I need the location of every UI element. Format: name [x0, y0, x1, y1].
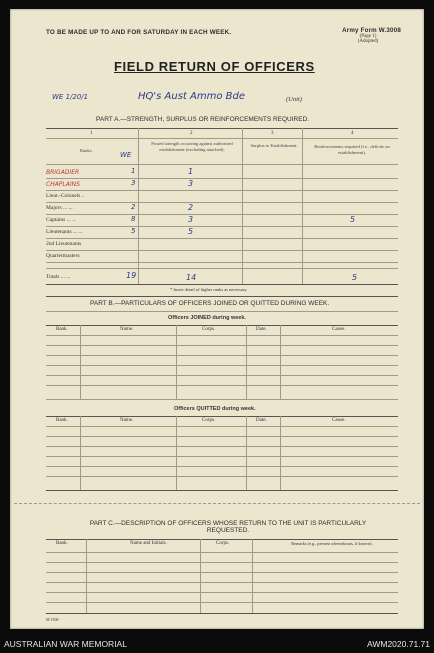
part-c-col-name: Name and Initials.: [130, 541, 167, 546]
row-line: [46, 582, 398, 583]
column-line: [280, 416, 281, 490]
we-cell: 1: [131, 167, 136, 175]
column-line: [80, 416, 81, 490]
divider: [46, 164, 398, 165]
quitted-col-rank: Rank.: [56, 418, 68, 423]
row-line: [46, 262, 398, 263]
rank-cell: Lieutenants ... ...: [46, 229, 83, 235]
row-line: [46, 355, 398, 356]
joined-col-date: Date.: [256, 327, 267, 332]
divider: [46, 416, 398, 417]
handwritten-unit: HQ's Aust Ammo Bde: [138, 91, 245, 102]
col-header-reinforcements: Reinforcements required (i.e., deficits on establishment).: [314, 144, 390, 155]
row-line: [46, 562, 398, 563]
divider: [46, 490, 398, 491]
row-line: [46, 552, 398, 553]
divider: [46, 296, 398, 297]
form-paper: [10, 9, 424, 629]
tear-line: [14, 503, 420, 504]
posted-cell: 2: [188, 203, 194, 212]
print-code: M 1500: [46, 617, 59, 622]
row-line: [46, 385, 398, 386]
row-line: [46, 335, 398, 336]
col-number-3: 3: [271, 131, 274, 136]
col-header-surplus: Surplus to Establishment.: [250, 143, 298, 148]
quitted-col-name: Name.: [120, 418, 134, 423]
row-line: [46, 436, 398, 437]
part-c-title-line2: REQUESTED.: [206, 527, 250, 534]
quitted-col-cause: Cause.: [332, 418, 346, 423]
row-line: [46, 226, 398, 227]
row-line: [46, 365, 398, 366]
rank-cell: Majors ... ...: [46, 205, 73, 211]
column-line: [80, 325, 81, 399]
col-number-1: 1: [90, 131, 93, 136]
handwritten-date: WE 1/20/1: [52, 93, 89, 101]
divider: [46, 613, 398, 614]
column-line: [138, 128, 139, 284]
part-b-title: PART B.—PARTICULARS OF OFFICERS JOINED OR QUITTED DURING WEEK.: [90, 300, 330, 307]
posted-cell: 3: [188, 179, 194, 188]
column-line: [280, 325, 281, 399]
row-line: [46, 476, 398, 477]
instruction-text: TO BE MADE UP TO AND FOR SATURDAY IN EACH WEEK.: [46, 29, 232, 36]
totals-reinforcements: 5: [352, 273, 358, 282]
row-line: [46, 345, 398, 346]
row-line: [46, 399, 398, 400]
footnote: * Insert detail of higher ranks as necessary.: [170, 287, 248, 292]
reinforcements-cell: 5: [350, 215, 356, 224]
row-line: [46, 214, 398, 215]
form-number-block: [335, 27, 401, 44]
posted-cell: 1: [188, 167, 194, 176]
row-line: [46, 456, 398, 457]
divider: [46, 311, 398, 312]
form-number: Army Form W.3008: [342, 27, 401, 34]
col-number-2: 2: [190, 131, 193, 136]
row-line: [46, 602, 398, 603]
rank-cell: Captains ... ...: [46, 217, 77, 223]
quitted-label: Officers QUITTED during week.: [174, 406, 256, 412]
adopted-label: (Adopted): [357, 39, 379, 44]
col-number-4: 4: [351, 131, 354, 136]
part-c-title: [68, 520, 388, 534]
row-line: [46, 592, 398, 593]
row-line: [46, 426, 398, 427]
we-cell: 8: [131, 215, 136, 223]
rank-cell: BRIGADIER: [46, 169, 80, 176]
row-line: [46, 572, 398, 573]
row-line: [46, 238, 398, 239]
totals-label: Totals ... ...: [46, 274, 71, 280]
col-header-posted: Posted strength occurring against authorised establishment (excluding attached).: [151, 141, 233, 152]
footer-accession-number: AWM2020.71.71: [367, 639, 430, 649]
row-line: [46, 466, 398, 467]
rank-cell: Quartermasters: [46, 253, 80, 259]
joined-col-cause: Cause.: [332, 327, 346, 332]
row-line: [46, 446, 398, 447]
joined-col-corps: Corps.: [202, 327, 216, 332]
joined-label: Officers JOINED during week.: [168, 315, 246, 321]
row-line: [46, 250, 398, 251]
part-c-col-corps: Corps.: [216, 541, 230, 546]
divider: [46, 325, 398, 326]
part-c-col-rank: Rank.: [56, 541, 68, 546]
page-number: (Page 1): [359, 34, 377, 39]
column-line: [246, 416, 247, 490]
row-line: [46, 268, 398, 269]
column-line: [246, 325, 247, 399]
divider: [46, 128, 398, 129]
form-title: FIELD RETURN OF OFFICERS: [114, 59, 315, 74]
row-line: [46, 375, 398, 376]
footer-institution: AUSTRALIAN WAR MEMORIAL: [4, 639, 127, 649]
rank-cell: CHAPLAINS: [46, 181, 80, 188]
rank-cell: 2nd Lieutenants: [46, 241, 82, 247]
quitted-col-corps: Corps.: [202, 418, 216, 423]
row-line: [46, 178, 398, 179]
rank-cell: Lieut.-Colonels ..: [46, 193, 85, 199]
col-header-we: WE: [120, 151, 132, 159]
row-line: [46, 190, 398, 191]
we-cell: 2: [131, 203, 136, 211]
column-line: [176, 416, 177, 490]
divider: [46, 138, 398, 139]
posted-cell: 5: [188, 227, 194, 236]
quitted-col-date: Date.: [256, 418, 267, 423]
divider: [46, 284, 398, 285]
totals-posted: 14: [186, 273, 197, 282]
unit-label: (Unit): [286, 96, 302, 103]
posted-cell: 3: [188, 215, 194, 224]
part-c-col-remarks: Remarks (e.g., present whereabouts, if known).: [291, 541, 373, 546]
joined-col-name: Name.: [120, 327, 134, 332]
divider: [46, 539, 398, 540]
part-c-title-line1: PART C.—DESCRIPTION OF OFFICERS WHOSE RETURN TO THE UNIT IS PARTICULARLY: [89, 520, 367, 527]
column-line: [242, 128, 243, 284]
part-a-title: PART A.—STRENGTH, SURPLUS OR REINFORCEMENTS REQUIRED.: [96, 116, 310, 123]
col-header-ranks: Ranks.: [80, 148, 93, 153]
row-line: [46, 202, 398, 203]
we-cell: 3: [131, 179, 136, 187]
totals-we: 19: [126, 271, 137, 280]
column-line: [176, 325, 177, 399]
joined-col-rank: Rank.: [56, 327, 68, 332]
column-line: [302, 128, 303, 284]
we-cell: 5: [131, 227, 136, 235]
